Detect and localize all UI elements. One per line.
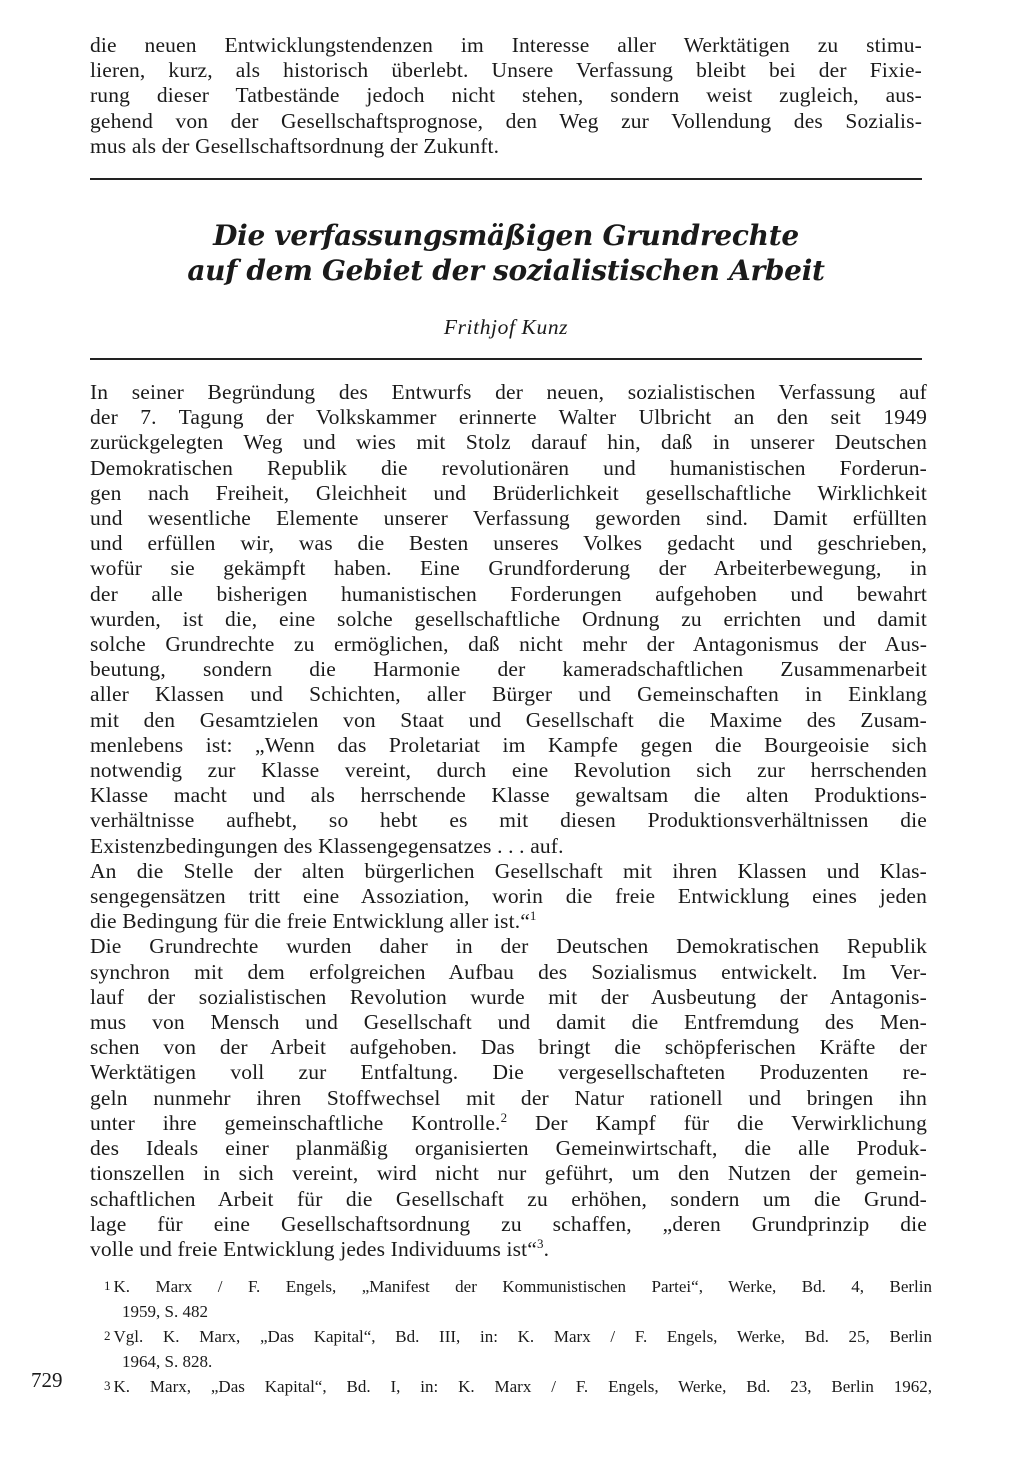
footnote-reference[interactable]: 3: [536, 1236, 544, 1251]
text-line: der 7. Tagung der Volkskammer erinnerte Walter Ulbricht an den seit 1949: [90, 405, 927, 430]
text-line: lage für eine Gesellschaftsordnung zu schaffen, „deren Grundprinzip die: [90, 1211, 927, 1236]
text-line: gehend von der Gesellschaftsprognose, den Weg zur Vollendung des Sozialis-: [90, 108, 922, 133]
text-line: Existenzbedingungen des Klassengegensatzes . . . auf.: [90, 833, 564, 858]
text-segment: Der Kampf für die Verwirklichung: [507, 1110, 927, 1135]
text-line: lieren, kurz, als historisch überlebt. Unsere Verfassung bleibt bei der Fixie-: [90, 58, 922, 83]
footnote-line: [104, 1324, 932, 1350]
text-line: rung dieser Tatbestände jedoch nicht stehen, sondern weist zugleich, aus-: [90, 83, 922, 108]
footnote-line: [104, 1274, 932, 1300]
text-line: aller Klassen und Schichten, aller Bürger und Gemeinschaften in Einklang: [90, 682, 927, 707]
text-line: zurückgelegten Weg und wies mit Stolz darauf hin, daß in unserer Deutschen: [90, 430, 927, 455]
article-title-line-2: auf dem Gebiet der sozialistischen Arbeit: [187, 254, 825, 287]
footnote-number: 3: [104, 1378, 111, 1393]
text-line: der alle bisherigen humanistischen Forderungen aufgehoben und bewahrt: [90, 581, 927, 606]
text-line: tionszellen in sich vereint, wird nicht nur geführt, um den Nutzen der gemein-: [90, 1161, 927, 1186]
footnote-line: [104, 1374, 932, 1400]
footnote-text: K. Marx, „Das Kapital“, Bd. I, in: K. Marx / F. Engels, Werke, Bd. 23, Berlin 1962,: [113, 1377, 932, 1396]
text-line: An die Stelle der alten bürgerlichen Gesellschaft mit ihren Klassen und Klas-: [90, 858, 927, 883]
text-line: schen von der Arbeit aufgehoben. Das bringt die schöpferischen Kräfte der: [90, 1035, 927, 1060]
footnote-text: Vgl. K. Marx, „Das Kapital“, Bd. III, in: K. Marx / F. Engels, Werke, Bd. 25, Berlin: [113, 1327, 932, 1346]
article-title-line-1: Die verfassungsmäßigen Grundrechte: [213, 219, 799, 252]
footnote-reference[interactable]: 2: [500, 1110, 508, 1125]
text-line: und wesentliche Elemente unserer Verfassung geworden sind. Damit erfüllten: [90, 506, 927, 531]
text-line: mit den Gesamtzielen von Staat und Gesellschaft die Maxime des Zusam-: [90, 707, 927, 732]
text-line: notwendig zur Klasse vereint, durch eine Revolution sich zur herrschenden: [90, 758, 927, 783]
text-segment: .: [543, 1236, 550, 1261]
text-line: schaftlichen Arbeit für die Gesellschaft zu erhöhen, sondern um die Grund-: [90, 1186, 927, 1211]
article-body: [90, 380, 927, 1262]
text-line: geln nunmehr ihren Stoffwechsel mit der Natur rationell und bringen ihn: [90, 1085, 927, 1110]
text-segment: volle und freie Entwicklung jedes Individuums ist“: [90, 1236, 537, 1261]
footnote-number: 1: [104, 1278, 111, 1293]
text-line: menlebens ist: „Wenn das Proletariat im Kampfe gegen die Bourgeoisie sich: [90, 732, 927, 757]
text-line: synchron mit dem erfolgreichen Aufbau des Sozialismus entwickelt. Im Ver-: [90, 959, 927, 984]
text-line: mus von Mensch und Gesellschaft und damit die Entfremdung des Men-: [90, 1010, 927, 1035]
text-line: In seiner Begründung des Entwurfs der neuen, sozialistischen Verfassung auf: [90, 380, 927, 404]
footnotes: [104, 1274, 932, 1400]
text-line: verhältnisse aufhebt, so hebt es mit diesen Produktionsverhältnissen die: [90, 808, 927, 833]
intro-paragraph: [90, 33, 922, 159]
section-divider: [90, 358, 922, 360]
text-line: wurden, ist die, eine solche gesellschaftliche Ordnung zu errichten und damit: [90, 606, 927, 631]
text-line: und erfüllen wir, was die Besten unseres Volkes gedacht und geschrieben,: [90, 531, 927, 556]
footnote-number: 2: [104, 1328, 111, 1343]
text-line: mus als der Gesellschaftsordnung der Zukunft.: [90, 133, 500, 158]
footnote-line: 1959, S. 482: [122, 1301, 208, 1321]
text-line: solche Grundrechte zu ermöglichen, daß nicht mehr der Antagonismus der Aus-: [90, 632, 927, 657]
text-segment: die Bedingung für die freie Entwicklung aller ist.“: [90, 909, 530, 934]
page-number: 729: [31, 1368, 63, 1392]
footnote-text: K. Marx / F. Engels, „Manifest der Kommunistischen Partei“, Werke, Bd. 4, Berlin: [113, 1277, 932, 1296]
text-line: Die Grundrechte wurden daher in der Deutschen Demokratischen Republik: [90, 934, 927, 959]
text-line: lauf der sozialistischen Revolution wurde mit der Ausbeutung der Antagonis-: [90, 984, 927, 1009]
text-line: des Ideals einer planmäßig organisierten Gemeinwirtschaft, die alle Produk-: [90, 1136, 927, 1161]
text-line: [90, 1111, 927, 1136]
text-line: beutung, sondern die Harmonie der kameradschaftlichen Zusammenarbeit: [90, 657, 927, 682]
text-line: Klasse macht und als herrschende Klasse gewaltsam die alten Produktions-: [90, 783, 927, 808]
text-line: gen nach Freiheit, Gleichheit und Brüderlichkeit gesellschaftliche Wirklichkeit: [90, 480, 927, 505]
text-line: die neuen Entwicklungstendenzen im Interesse aller Werktätigen zu stimu-: [90, 33, 922, 57]
text-line: wofür sie gekämpft haben. Eine Grundforderung der Arbeiterbewegung, in: [90, 556, 927, 581]
text-line: Demokratischen Republik die revolutionären und humanistischen Forderun-: [90, 455, 927, 480]
article-author: Frithjof Kunz: [443, 315, 569, 339]
text-segment: unter ihre gemeinschaftliche Kontrolle.: [90, 1110, 501, 1135]
text-line: [90, 1237, 927, 1262]
text-line: [90, 909, 927, 934]
section-divider: [90, 178, 922, 180]
footnote-reference[interactable]: 1: [529, 909, 537, 924]
footnote-line: 1964, S. 828.: [122, 1351, 213, 1371]
text-line: sengegensätzen tritt eine Assoziation, worin die freie Entwicklung eines jeden: [90, 884, 927, 909]
text-line: Werktätigen voll zur Entfaltung. Die vergesellschafteten Produzenten re-: [90, 1060, 927, 1085]
